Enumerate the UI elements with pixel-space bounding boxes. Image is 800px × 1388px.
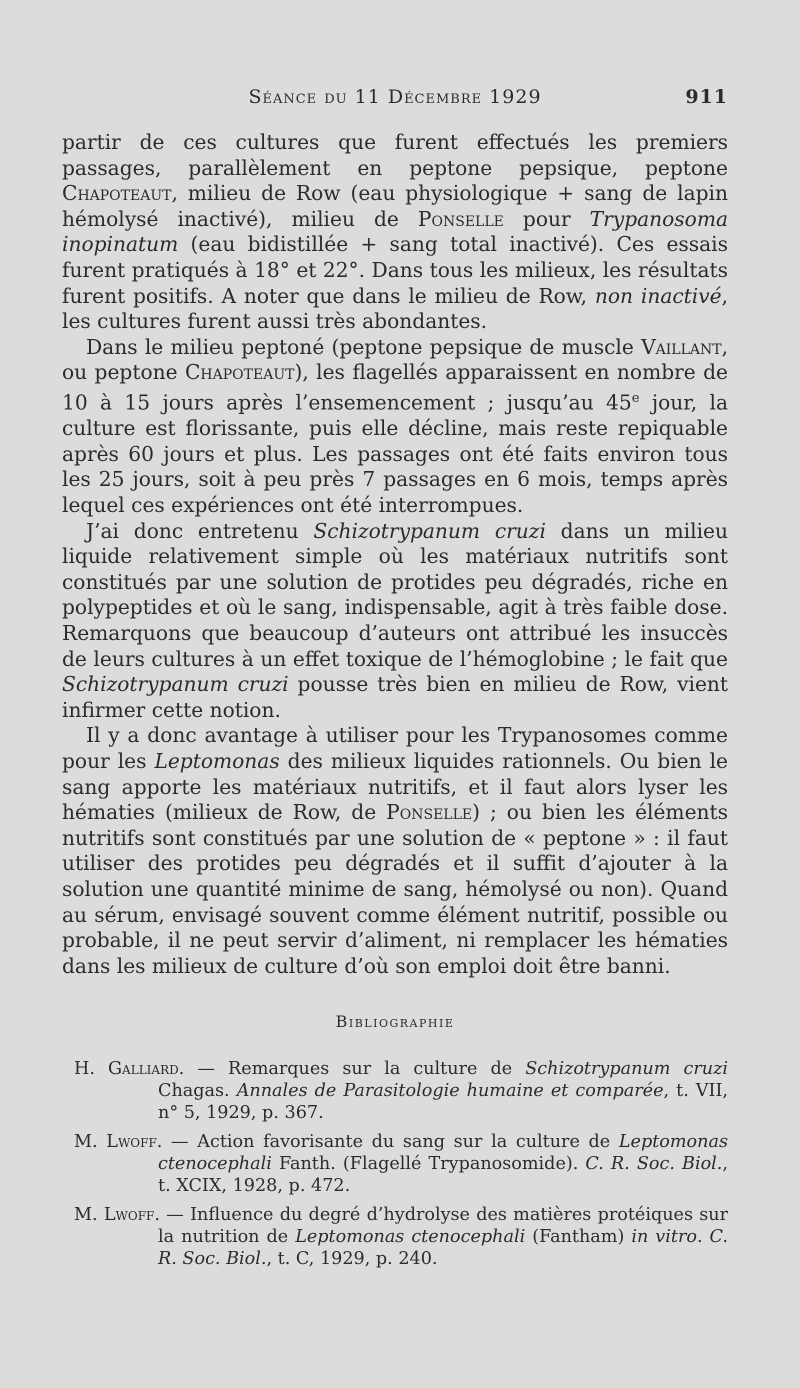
- text-run: e: [631, 390, 640, 406]
- italic-text: Schizotrypanum cruzi: [525, 1059, 728, 1079]
- text-run: jour, la culture est florissante, puis elle décline, mais reste repiquable après 60 jours et plus. Les passages ont été faits environ tous les 25 jours, soit à peu près 7 passages en 6 mois, temps après lequel ces expériences ont été interrompues.: [62, 390, 728, 518]
- author-name: Vaillant: [641, 334, 722, 359]
- italic-text: C. R. Soc. Biol.: [585, 1154, 723, 1174]
- text-run: partir de ces cultures que furent effectués les premiers passages, parallèlement en peptone pepsique, peptone: [62, 130, 728, 180]
- text-run: J’ai donc entretenu: [86, 518, 314, 543]
- italic-text: non inactivé: [594, 283, 722, 308]
- text-run: des milieux liquides rationnels. Ou bien le sang apporte les matériaux nutritifs, et il faut alors lyser les hématies (milieux de Row, de: [62, 748, 728, 825]
- text-run: . — Remarques sur la culture de: [178, 1059, 526, 1079]
- bibliography-heading: Bibliographie: [335, 1012, 455, 1031]
- italic-text: Leptomonas: [154, 748, 280, 773]
- paragraph: [62, 130, 728, 335]
- body-text: [62, 130, 728, 979]
- text-run: , t. XCIX, 1928, p. 472.: [158, 1154, 728, 1196]
- text-run: M.: [74, 1132, 107, 1152]
- bibliography-entry: [62, 1131, 728, 1197]
- text-run: , milieu de Row (eau physiologique + sang de lapin hémolysé inactivé), milieu de: [62, 181, 728, 231]
- text-run: dans un milieu liquide relativement simple où les matériaux nutritifs sont constitués par une solution de protides peu dégradés, riche en polypeptides et où le sang, indispensable, agit à très faible dose. Remarquons que beaucoup d’auteurs ont attribué les insuccès de leurs cultures à un effet toxique de l’hémoglobine ; le fait que: [62, 518, 728, 671]
- text-run: (eau bidistillée + sang total inactivé). Ces essais furent pratiqués à 18° et 22°. Dans tous les milieux, les résultats furent positifs. A noter que dans le milieu de Row,: [62, 232, 728, 308]
- bibliography: [62, 1058, 728, 1277]
- text-run: . — Influence du degré d’hydrolyse des matières protéiques sur la nutrition de: [154, 1205, 729, 1247]
- italic-text: Schizotrypanum cruzi: [62, 672, 289, 697]
- text-run: Il y a donc avantage à utiliser pour les Trypanosomes comme pour les: [62, 723, 728, 773]
- running-title: Séance du 11 Décembre 1929: [248, 86, 542, 108]
- text-run: H.: [74, 1059, 108, 1079]
- bibliography-entry: [62, 1204, 728, 1270]
- italic-text: Schizotrypanum cruzi: [313, 518, 546, 543]
- italic-text: Trypanosoma inopinatum: [62, 206, 728, 257]
- text-run: .: [696, 1227, 710, 1247]
- text-run: pour: [503, 206, 590, 231]
- author-name: Lwoff: [106, 1132, 157, 1152]
- page-number: 911: [685, 86, 728, 108]
- author-name: Chapoteaut: [184, 360, 295, 385]
- paragraph: [62, 519, 728, 724]
- running-head: [62, 86, 728, 114]
- text-run: , t. C, 1929, p. 240.: [266, 1249, 438, 1269]
- paragraph: [62, 335, 728, 519]
- text-run: , les cultures furent aussi très abondantes.: [62, 283, 729, 334]
- text-run: Chagas.: [158, 1081, 237, 1101]
- text-run: Fanth. (Flagellé Trypanosomide).: [271, 1154, 586, 1174]
- text-run: M.: [74, 1205, 104, 1225]
- text-run: , ou peptone: [62, 334, 728, 385]
- italic-text: C. R. Soc. Biol.: [158, 1227, 728, 1269]
- author-name: Lwoff: [103, 1205, 155, 1225]
- text-run: Dans le milieu peptoné (peptone pepsique de muscle: [86, 334, 642, 359]
- author-name: Ponselle: [386, 800, 473, 825]
- paragraph: [62, 723, 728, 979]
- author-name: Galliard: [108, 1059, 179, 1079]
- text-run: (Fantham): [525, 1227, 632, 1247]
- text-run: pousse très bien en milieu de Row, vient infirmer cette notion.: [62, 672, 729, 722]
- italic-text: in vitro: [631, 1227, 697, 1247]
- author-name: Chapoteaut: [62, 181, 172, 206]
- text-run: ) ; ou bien les éléments nutritifs sont constitués par une solution de « peptone » : il faut utiliser des protides peu dégradés et il suffit d’ajouter à la solution une quantité minime de sang, hémolysé ou non). Quand au sérum, envisagé souvent comme élément nutritif, possible ou probable, il ne peut servir d’aliment, ni remplacer les hématies dans les milieux de culture d’où son emploi doit être banni.: [62, 800, 728, 978]
- text-run: . — Action favorisante du sang sur la culture de: [156, 1132, 619, 1152]
- text-run: ), les flagellés apparaissent en nombre de 10 à 15 jours après l’ensemencement ; jusqu’au 45: [62, 360, 729, 415]
- author-name: Ponselle: [417, 206, 504, 231]
- text-run: , t. VII, n° 5, 1929, p. 367.: [158, 1081, 729, 1123]
- italic-text: Leptomonas ctenocephali: [295, 1227, 526, 1247]
- italic-text: Leptomonas ctenocephali: [158, 1132, 728, 1174]
- bibliography-entry: [62, 1058, 728, 1124]
- italic-text: Annales de Parasitologie humaine et comparée: [236, 1081, 664, 1101]
